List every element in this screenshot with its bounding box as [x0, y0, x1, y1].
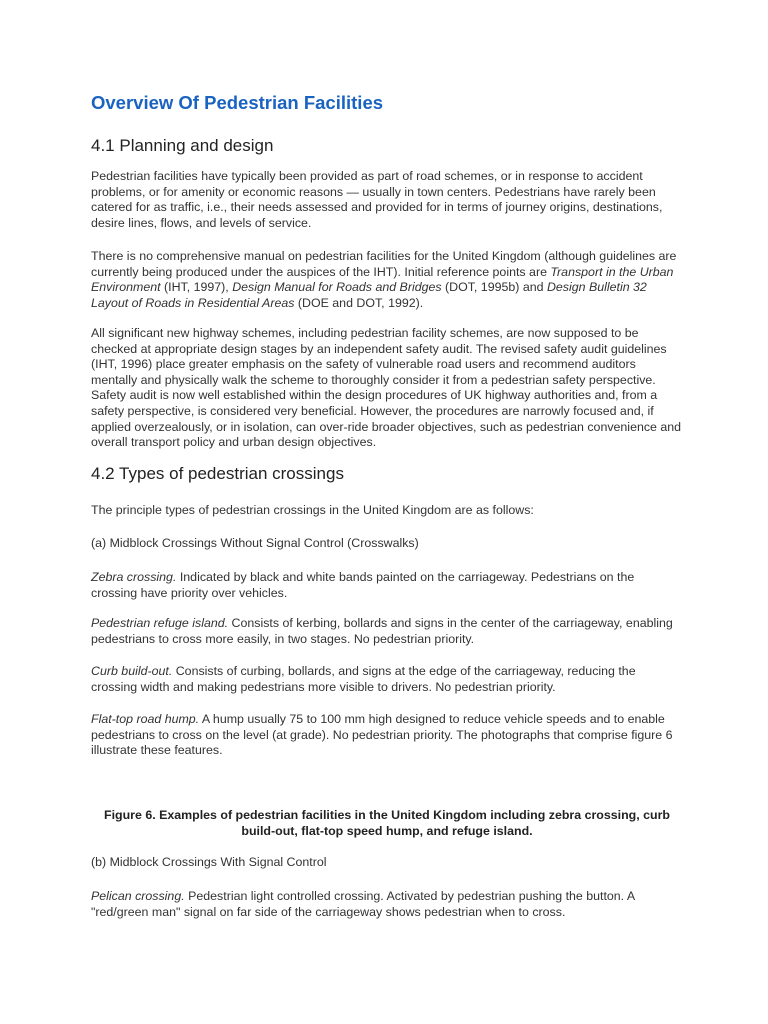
term-refuge: Pedestrian refuge island.	[91, 616, 229, 630]
term-pelican: Pelican crossing.	[91, 889, 185, 903]
paragraph-pelican-crossing	[91, 889, 683, 920]
text-span: (DOT, 1995b) and	[441, 280, 547, 295]
paragraph-refuge-island	[91, 616, 683, 647]
description-hump: A hump usually 75 to 100 mm high designed to reduce vehicle speeds and to enable pedestrians to cross on the level (at grade). No pedestrian priority. The photographs that comprise figure 6 illustrate these features.	[91, 712, 673, 758]
text-span: (DOE and DOT, 1992).	[294, 295, 424, 310]
description-pelican: Pedestrian light controlled crossing. Activated by pedestrian pushing the button. A "red/green man" signal on far side of the carriageway shows pedestrian when to cross.	[91, 889, 635, 919]
description-zebra: Indicated by black and white bands painted on the carriageway. Pedestrians on the crossing have priority over vehicles.	[91, 570, 635, 600]
paragraph-crossings-intro: The principle types of pedestrian crossings in the United Kingdom are as follows:	[91, 503, 534, 517]
paragraph-safety-audit: All significant new highway schemes, including pedestrian facility schemes, are now supposed to be checked at appropriate design stages by an independent safety audit. The revised safety audit guidelines (IHT, 1996) place greater emphasis on the safety of vulnerable road users and recommend auditors mentally and physically walk the scheme to thoroughly consider it from a pedestrian safety perspective. Safety audit is now well established within the design procedures of UK highway authorities and, from a safety perspective, is considered very beneficial. However, the procedures are narrowly focused and, if applied overzealously, or in isolation, can over-ride broader objectives, such as pedestrian convenience and overall transport policy and urban design objectives.	[91, 326, 682, 450]
paragraph-road-hump	[91, 712, 683, 759]
subheading-midblock-with-signal: (b) Midblock Crossings With Signal Control	[91, 855, 327, 869]
paragraph-manual	[91, 249, 683, 311]
term-zebra: Zebra crossing.	[91, 570, 177, 584]
paragraph-zebra-crossing	[91, 570, 683, 601]
reference-title: Design Bulletin 32 Layout of Roads in Residential Areas	[91, 280, 647, 310]
text-span: (IHT, 1997),	[160, 280, 233, 295]
paragraph-pedestrian-facilities: Pedestrian facilities have typically been provided as part of road schemes, or in response to accident problems, or for amenity or economic reasons — usually in town centers. Pedestrians have rarely been catered for as traffic, i.e., their needs assessed and provided for in terms of journey origins, destinations, desire lines, flows, and levels of service.	[91, 169, 663, 230]
figure-caption: Figure 6. Examples of pedestrian facilities in the United Kingdom including zebra crossing, curb build-out, flat-top speed hump, and refuge island.	[104, 808, 670, 838]
term-hump: Flat-top road hump.	[91, 712, 200, 726]
description-curb: Consists of curbing, bollards, and signs at the edge of the carriageway, reducing the crossing width and making pedestrians more visible to drivers. No pedestrian priority.	[91, 664, 636, 694]
section-heading-planning: 4.1 Planning and design	[91, 136, 274, 155]
page-title: Overview Of Pedestrian Facilities	[91, 92, 384, 113]
paragraph-curb-build-out	[91, 664, 683, 695]
term-curb: Curb build-out.	[91, 664, 173, 678]
section-heading-crossings: 4.2 Types of pedestrian crossings	[91, 464, 344, 483]
reference-title: Transport in the Urban Environment	[91, 264, 674, 295]
subheading-midblock-without-signal: (a) Midblock Crossings Without Signal Control (Crosswalks)	[91, 536, 419, 550]
description-refuge: Consists of kerbing, bollards and signs in the center of the carriageway, enabling pedestrians to cross more easily, in two stages. No pedestrian priority.	[91, 616, 673, 646]
reference-title: Design Manual for Roads and Bridges	[232, 280, 442, 295]
text-span: There is no comprehensive manual on pedestrian facilities for the United Kingdom (although guidelines are currently being produced under the auspices of the IHT). Initial reference points are	[91, 249, 677, 279]
